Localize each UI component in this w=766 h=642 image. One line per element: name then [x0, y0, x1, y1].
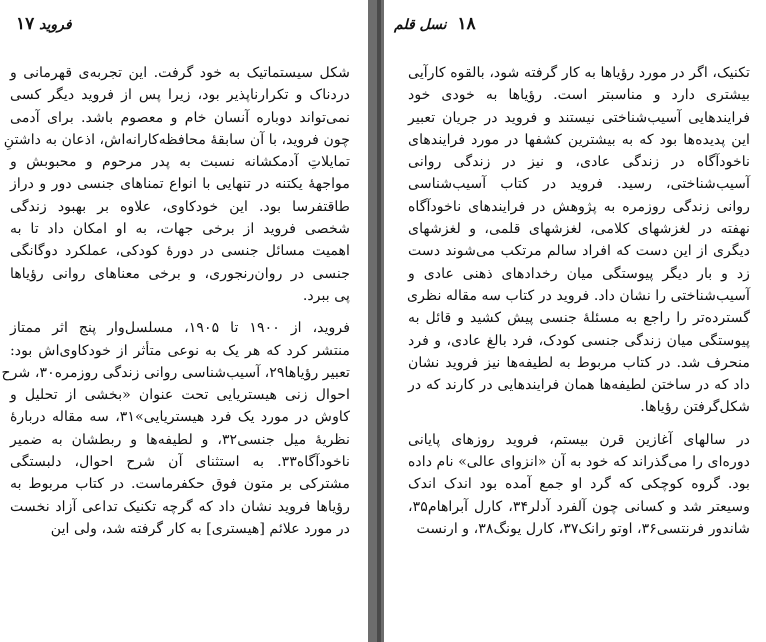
gutter-fold [377, 0, 381, 642]
text-line: بود. گروه کوچکی که گرد او جمع آمده بود اندک اندک [408, 476, 750, 493]
text-line: منحرف شد. در کتاب مربوط به لطیفه‌ها نیز فروید نشان [408, 354, 750, 371]
right-header-title: نسل قلم [394, 17, 447, 33]
text-line: گسترده‌تر را راجع به مسئلهٔ جنسی پیش کشید و قائل به [408, 310, 750, 327]
left-header-title: فروید [39, 17, 72, 33]
text-line: روانی زندگی روزمره به پژوهش در فرایندهای ناخودآگاه [408, 198, 750, 215]
text-line: وسیعتر شد و کسانی چون آلفرد آدلر۳۴، کارل آبراهام۳۵، [408, 498, 750, 515]
text-line: دوره‌ای را می‌گذراند که خود به آن «انزوای عالی» نام داده [408, 454, 750, 471]
right-body-text [408, 62, 750, 540]
text-line: منتشر کرد که هر یک به نوعی متأثر از خودکاوی‌اش بود: [10, 342, 350, 359]
text-line: نمی‌تواند دوباره آنسان خام و معصوم باشد. برای آدمی [10, 109, 350, 126]
text-line: بیشتری دارد و مناسبتر است. رؤیاها به خودی خود [408, 87, 750, 104]
text-line: نظریهٔ میل جنسی۳۲، و لطیفه‌ها و ربطشان به ضمیر [10, 431, 351, 448]
text-line: شکل‌گرفتن رؤیاها. [640, 399, 750, 416]
text-line: فرایندهایی آسیب‌شناختی نیستند و فروید در جریان تعبیر [408, 109, 750, 126]
text-line: دردناک و تکرارناپذیر بود، زیرا پس از فروید دیگر کسی [10, 87, 350, 104]
text-line: تمایلاتِ آدمکشانه نسبت به پدر مرحوم و محبوبش و [10, 154, 350, 171]
book-gutter [368, 0, 384, 642]
left-body-text [1, 62, 351, 540]
text-line: دیگری از این دست که افراد سالم مرتکب می‌شوند دست [408, 243, 750, 260]
text-line: شکل سیستماتیک به خود گرفت. این تجربه‌ی قهرمانی و [10, 65, 350, 81]
text-line: طاقتفرسا بود. این خودکاوی، علاوه بر بهبود زندگی [10, 198, 350, 215]
text-line: آسیب‌شناختی، رسید. فروید در کتاب آسیب‌شناسی [408, 176, 750, 193]
text-line: ناخودآگاه۳۳. به استثنای آن شرح احوال، دلبستگی [10, 454, 350, 471]
right-page [384, 0, 766, 642]
text-line: جنسی در روان‌رنجوری، و برخی معناهای روانی رؤیاها [10, 265, 350, 282]
paragraph-gap [10, 307, 350, 317]
text-line: شاندور فرنتسی۳۶، اوتو رانک۳۷، کارل یونگ۳۸، و ارنست [416, 520, 750, 537]
text-line: فروید، از ۱۹۰۰ تا ۱۹۰۵، مسلسل‌وار پنج اثر ممتاز [10, 320, 350, 337]
right-page-number: ۱۸ [457, 14, 476, 34]
text-line: نهفته در لغزشهای کلامی، لغزشهای قلمی، و لغزشهای [408, 221, 750, 238]
right-running-head [394, 14, 476, 34]
text-line: در مورد علائم [هیستری] به کار گرفته شد، ولی این [50, 520, 350, 537]
text-line: آسیب‌شناختی را نشان داد. فروید در کتاب سه مقاله نظری [406, 287, 750, 304]
text-line: پیوستگی میان زندگی جنسی کودک، فرد بالغ عادی، و فرد [408, 332, 750, 349]
left-page-number: ۱۷ [16, 14, 35, 34]
text-line: تعبیر رؤیاها۲۹، آسیب‌شناسی روانی زندگی روزمره۳۰، شرح [1, 364, 350, 381]
text-line: کاوش در مورد یک فرد هیستریایی»۳۱، سه مقاله دربارهٔ [10, 409, 350, 426]
text-line: چون فروید، با آن سابقهٔ محافظه‌کارانه‌اش، اذعان به داشتنِ [3, 131, 350, 148]
text-line: رؤیاها فروید نشان داد که گرچه تکنیک تداعی آزاد نخست [10, 498, 350, 515]
text-line: ناخودآگاه در زندگی عادی، و نیز در زندگی روانی [408, 154, 750, 171]
text-line: این پدیده‌ها بود که به بیشترین کشفها در مورد فرایندهای [408, 131, 750, 148]
text-line: در سالهای آغازین قرن بیستم، فروید روزهای پایانی [408, 431, 750, 448]
text-line: مواجههٔ یکتنه در تنهایی با انواع تمناهای جنسی دور و دراز [10, 176, 350, 193]
left-running-head [10, 14, 72, 34]
paragraph-gap [408, 419, 750, 429]
text-line: پی ببرد. [302, 287, 350, 304]
text-line: احوال زنی هیستریایی تحت عنوان «بخشی از تحلیل و [10, 387, 350, 404]
left-page [0, 0, 368, 642]
text-line: داد که در ساختن لطیفه‌ها همان فرایندهایی در کارند که در [408, 377, 750, 394]
text-line: مشترکی بر متون فوق حکفرماست. در کتاب مربوط به [10, 476, 350, 493]
text-line: تکنیک، اگر در مورد رؤیاها به کار گرفته شود، بالقوه کارآیی [408, 65, 750, 81]
text-line: اهمیت مسائل جنسی در دورهٔ کودکی، عملکرد دوگانگی [10, 243, 350, 260]
text-line: زد و بار دیگر پیوستگی میان رخدادهای ذهنی عادی و [408, 265, 750, 282]
text-line: شخصی فروید از برخی جهات، به او امکان داد تا به [10, 221, 350, 238]
